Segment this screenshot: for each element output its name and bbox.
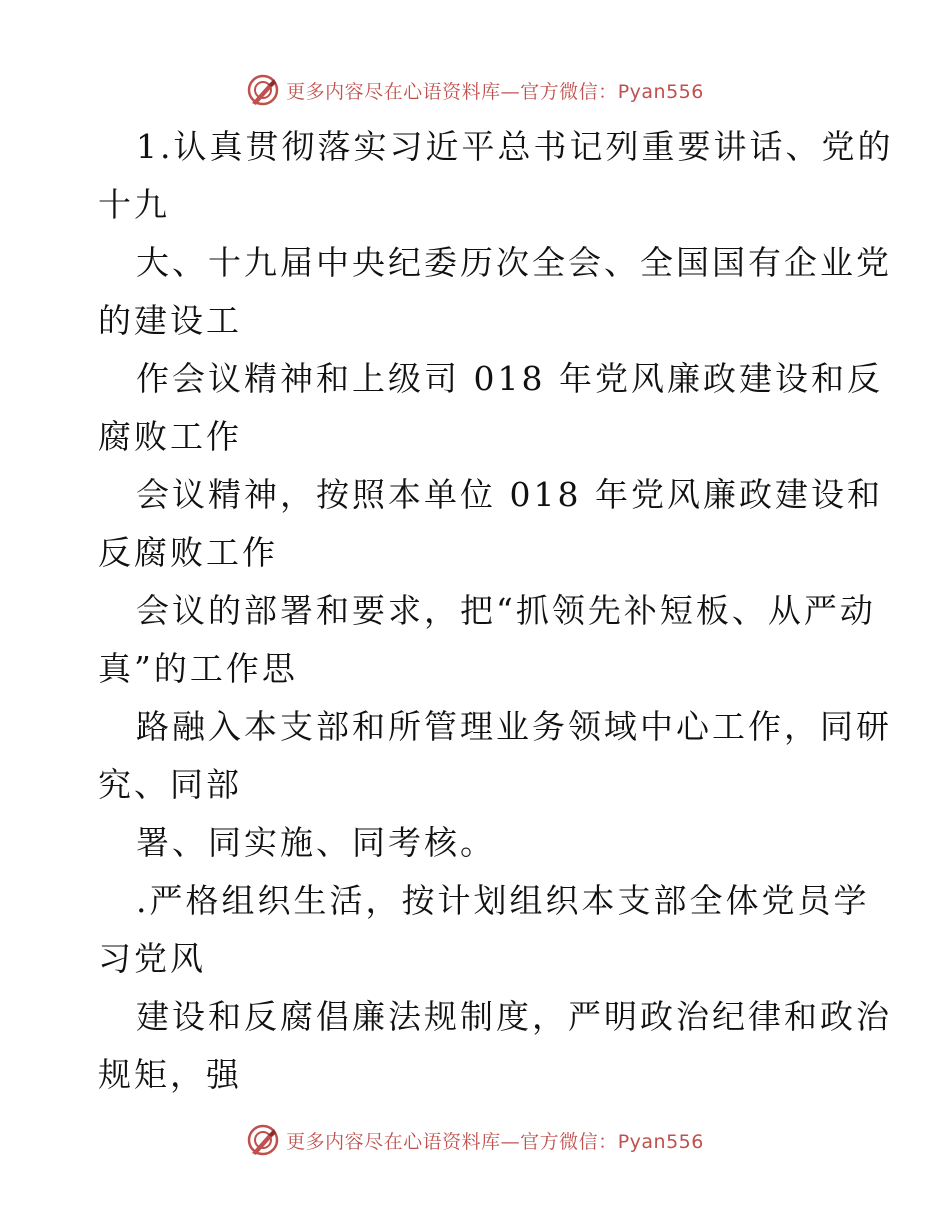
body-line: 路融入本支部和所管理业务领域中心工作，同研 [136, 707, 892, 746]
watermark-separator: — [500, 1130, 521, 1153]
watermark-brand: 更多内容尽在心语资料库 [286, 80, 501, 103]
pen-logo-icon [246, 73, 280, 107]
watermark-wechat-id: Pyan556 [617, 80, 704, 103]
watermark-wechat-label: 官方微信： [520, 1130, 618, 1153]
footer-watermark [0, 1120, 950, 1160]
watermark-wechat-label: 官方微信： [520, 80, 618, 103]
watermark-separator: — [500, 80, 521, 103]
body-line: 反腐败工作 [98, 533, 278, 572]
body-line: 规矩，强 [98, 1055, 242, 1094]
body-line: 署、同实施、同考核。 [136, 823, 496, 862]
watermark-text [286, 1127, 704, 1154]
body-line: 建设和反腐倡廉法规制度，严明政治纪律和政治 [136, 997, 892, 1036]
body-line: 十九 [98, 185, 170, 224]
body-line: 会议精神，按照本单位 018 年党风廉政建设和 [136, 475, 883, 514]
pen-logo-icon [246, 1123, 280, 1157]
body-line: 1.认真贯彻落实习近平总书记列重要讲话、党的 [136, 127, 894, 166]
body-line: .严格组织生活，按计划组织本支部全体党员学 [136, 881, 870, 920]
body-line: 究、同部 [98, 765, 242, 804]
body-line: 大、十九届中央纪委历次全会、全国国有企业党 [136, 243, 892, 282]
body-line: 腐败工作 [98, 417, 242, 456]
watermark-brand: 更多内容尽在心语资料库 [286, 1130, 501, 1153]
body-line: 习党风 [98, 939, 206, 978]
document-body [98, 118, 894, 1104]
header-watermark [0, 70, 950, 110]
watermark-wechat-id: Pyan556 [617, 1130, 704, 1153]
watermark-text [286, 77, 704, 104]
body-line: 的建设工 [98, 301, 242, 340]
body-line: 会议的部署和要求，把“抓领先补短板、从严动 [136, 591, 876, 630]
body-line: 真”的工作思 [98, 649, 298, 688]
body-line: 作会议精神和上级司 018 年党风廉政建设和反 [136, 359, 883, 398]
